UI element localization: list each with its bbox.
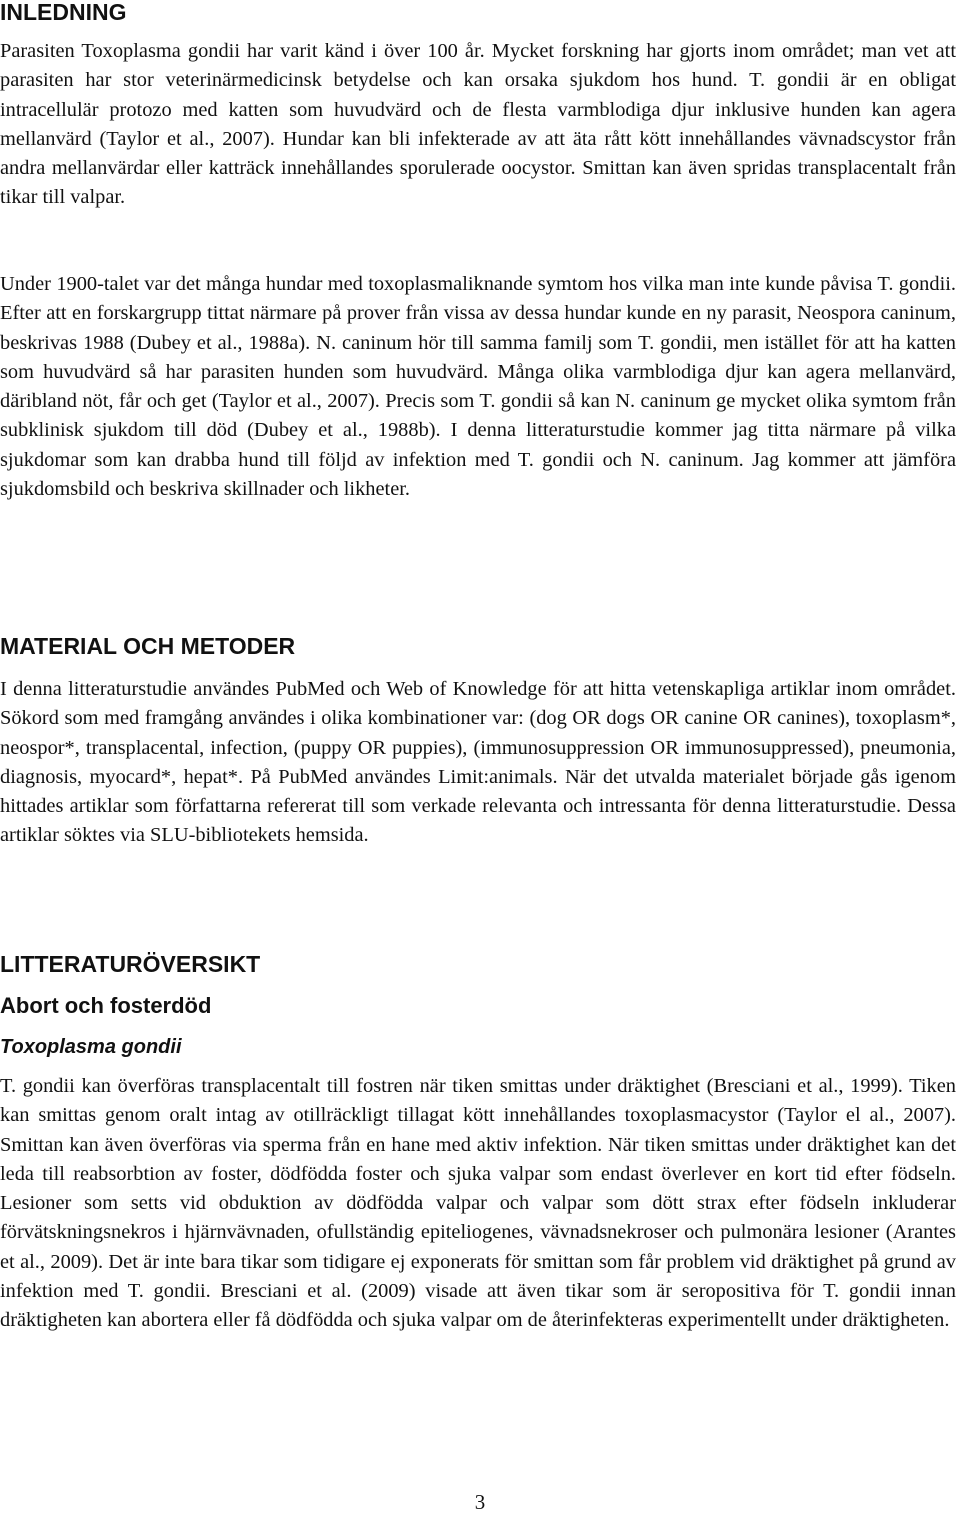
subheading-abort-och-fosterdod: Abort och fosterdöd <box>0 993 212 1018</box>
heading-inledning: INLEDNING <box>0 0 127 25</box>
page-number: 3 <box>474 1490 486 1514</box>
paragraph-inledning-1: Parasiten Toxoplasma gondii har varit känd i över 100 år. Mycket forskning har gjorts inom området; man vet att parasiten har stor veterinärmedicinsk betydelse och kan orsaka sjukdom hos hund. T. gondii är en obligat intracellulär protozo med katten som huvudvärd och de flesta varmblodiga djur inklusive hunden kan agera mellanvärd (Taylor et al., 2007). Hundar kan bli infekterade av att äta rått kött innehållandes vävnadscystor från andra mellanvärdar eller katträck innehållandes sporulerade oocystor. Smittan kan även spridas transplacentalt från tikar till valpar. <box>0 40 956 209</box>
heading-material-och-metoder: MATERIAL OCH METODER <box>0 633 296 659</box>
paragraph-inledning-2: Under 1900-talet var det många hundar med toxoplasmaliknande symtom hos vilka man inte kunde påvisa T. gondii. Efter att en forskargrupp tittat närmare på prover från vissa av dessa hundar kunde en ny parasit, Neospora caninum, beskrivas 1988 (Dubey et al., 1988a). N. caninum hör till samma familj som T. gondii, men istället för att ha katten som huvudvärd så har parasiten hunden som huvudvärd. Många olika varmblodiga djur kan agera mellanvärd, däribland nöt, får och get (Taylor et al., 2007). Precis som T. gondii så kan N. caninum ge mycket olika symtom från subklinisk sjukdom till död (Dubey et al., 1988b). I denna litteraturstudie kommer jag titta närmare på vilka sjukdomar som kan drabba hund till följd av infektion med T. gondii och N. caninum. Jag kommer att jämföra sjukdomsbild och beskriva skillnader och likheter. <box>0 273 956 501</box>
paragraph-toxoplasma-abort: T. gondii kan överföras transplacentalt till fostren när tiken smittas under dräktighet (Bresciani et al., 1999). Tiken kan smittas genom oralt intag av otillräckligt tillagat kött innehållandes toxoplasmacystor (Taylor el al., 2007). Smittan kan även överföras via sperma från en hane med aktiv infektion. När tiken smittas under dräktighet kan det leda till reabsorbtion av foster, dödfödda foster och sjuka valpar som endast överlever en kort tid efter födseln. Lesioner som setts vid obduktion av dödfödda valpar och valpar som dött strax efter födseln inkluderar förvätskningsnekros i hjärnvävnaden, ofullständig epiteliogenes, vävnadsnekroser och pulmonära lesioner (Arantes et al., 2009). Det är inte bara tikar som tidigare ej exponerats för smittan som får problem vid dräktighet på grund av infektion med T. gondii. Bresciani et al. (2009) visade att även tikar som är seropositiva för T. gondii innan dräktigheten kan abortera eller få dödfödda och sjuka valpar om de återinfekteras experimentellt under dräktigheten. <box>0 1075 956 1332</box>
paragraph-material: I denna litteraturstudie användes PubMed och Web of Knowledge för att hitta vetenskapliga artiklar inom området. Sökord som med framgång användes i olika kombinationer var: (dog OR dogs OR canine OR canines), toxoplasm*, neospor*, transplacental, infection, (puppy OR puppies), (immunosuppression OR immunosuppressed), pneumonia, diagnosis, myocard*, hepat*. På PubMed användes Limit:animals. När det utvalda materialet började gås igenom hittades artiklar som författarna refererat till som verkade relevanta och intressanta för denna litteraturstudie. Dessa artiklar söktes via SLU-bibliotekets hemsida. <box>0 678 956 847</box>
subsubheading-toxoplasma-gondii: Toxoplasma gondii <box>0 1036 182 1058</box>
heading-litteraturoversikt: LITTERATURÖVERSIKT <box>0 951 261 977</box>
